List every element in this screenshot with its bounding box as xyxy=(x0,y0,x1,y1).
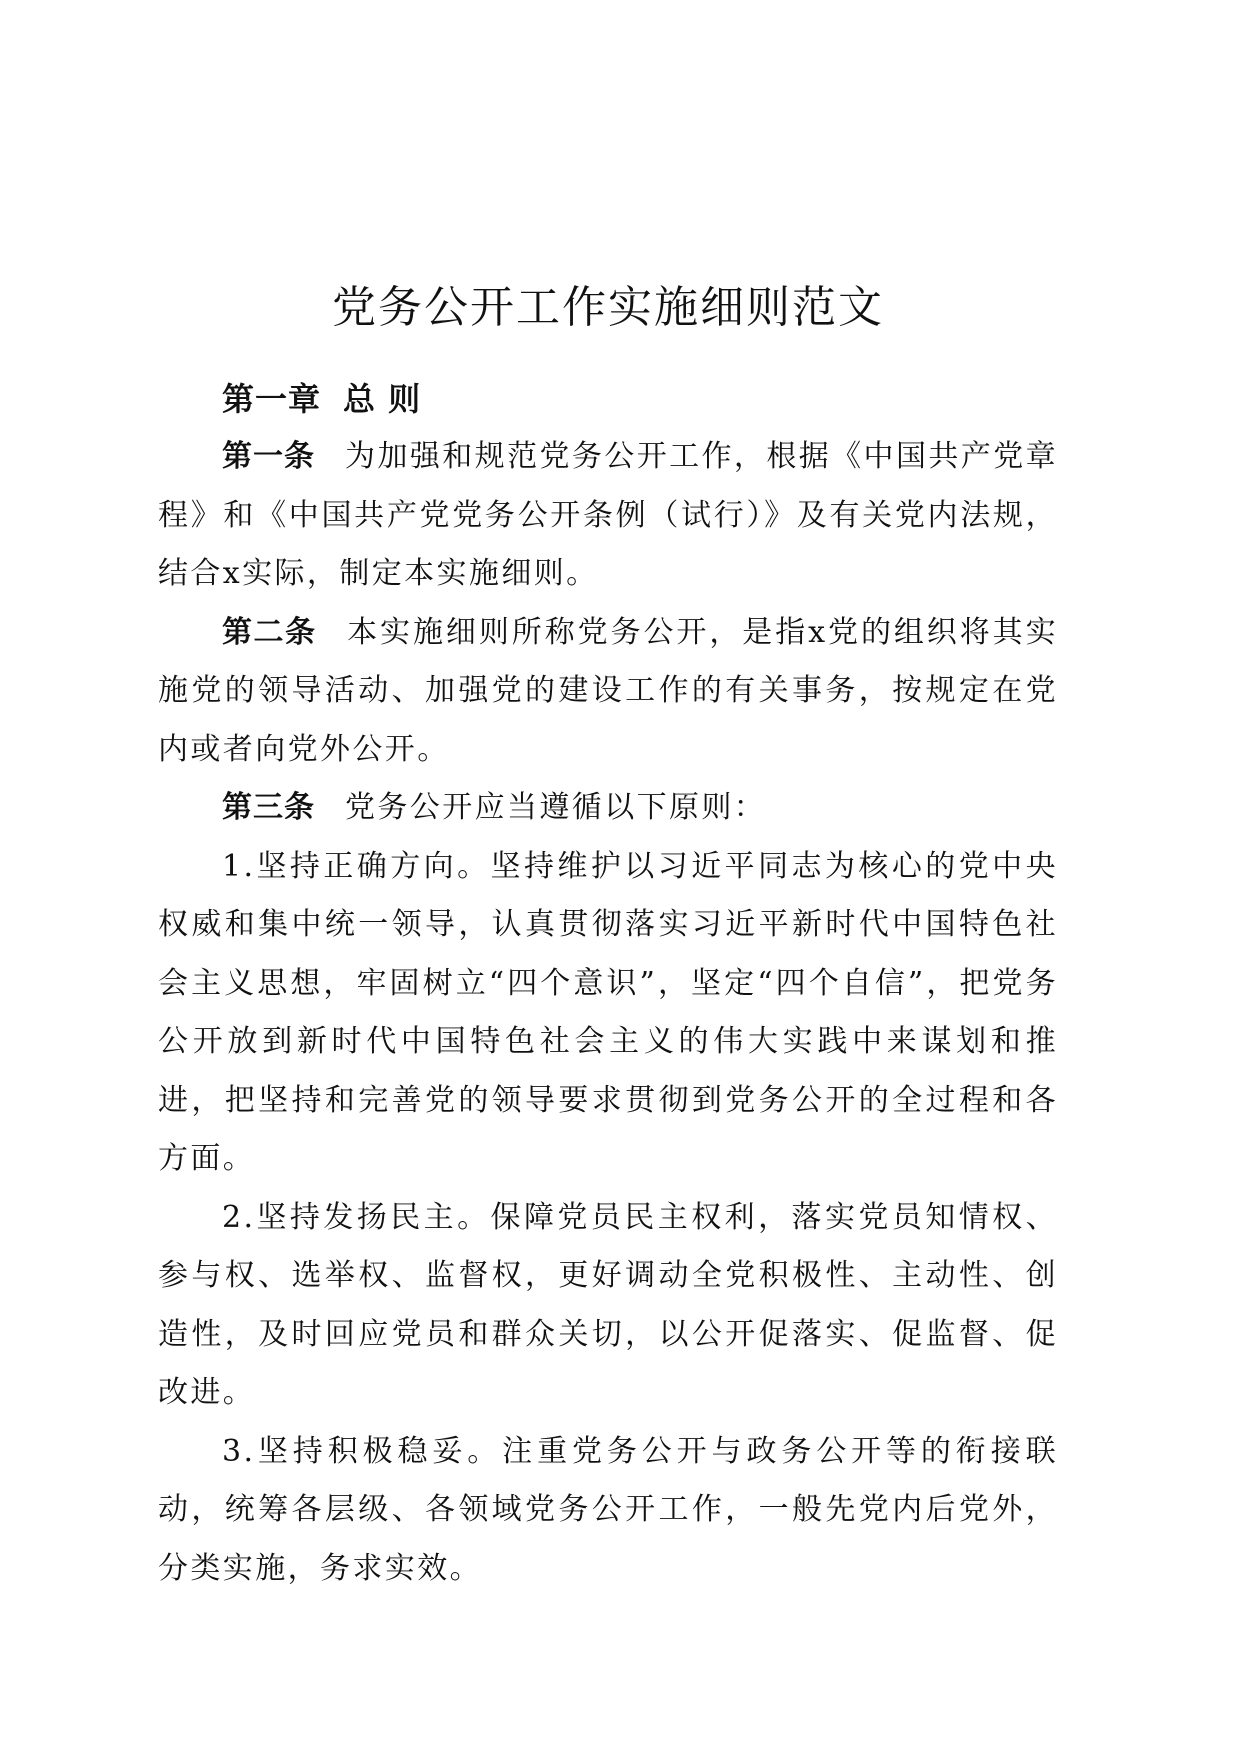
document-title: 党务公开工作实施细则范文 xyxy=(332,282,884,333)
article-3-text: 党务公开应当遵循以下原则： xyxy=(345,790,767,825)
chapter-heading xyxy=(158,370,1058,428)
article-2-label: 第二条 xyxy=(222,614,317,650)
document-body xyxy=(158,268,1058,1598)
chapter-name: 总 则 xyxy=(343,380,422,418)
principle-2: 2.坚持发扬民主。保障党员民主权利，落实党员知情权、参与权、选举权、监督权，更好调动全党积极性、主动性、创造性，及时回应党员和群众关切，以公开促落实、促监督、促改进。 xyxy=(158,1199,1058,1410)
article-1 xyxy=(158,428,1058,604)
principle-3: 3.坚持积极稳妥。注重党务公开与政务公开等的衔接联动，统筹各层级、各领域党务公开工作，一般先党内后党外，分类实施，务求实效。 xyxy=(158,1433,1058,1586)
chapter-label: 第一章 xyxy=(222,380,322,418)
article-1-text: 为加强和规范党务公开工作，根据《中国共产党章程》和《中国共产党党务公开条例（试行）》及有关党内法规，结合x实际，制定本实施细则。 xyxy=(158,439,1058,591)
article-2-text: 本实施细则所称党务公开，是指x党的组织将其实施党的领导活动、加强党的建设工作的有关事务，按规定在党内或者向党外公开。 xyxy=(158,614,1058,767)
article-3-label: 第三条 xyxy=(222,790,315,825)
article-1-label: 第一条 xyxy=(222,439,316,474)
article-3 xyxy=(158,779,1058,838)
principle-1: 1.坚持正确方向。坚持维护以习近平同志为核心的党中央权威和集中统一领导，认真贯彻落实习近平新时代中国特色社会主义思想，牢固树立“四个意识”，坚定“四个自信”，把党务公开放到新时代中国特色社会主义的伟大实践中来谋划和推进，把坚持和完善党的领导要求贯彻到党务公开的全过程和各方面。 xyxy=(158,848,1058,1176)
article-2 xyxy=(158,604,1058,780)
